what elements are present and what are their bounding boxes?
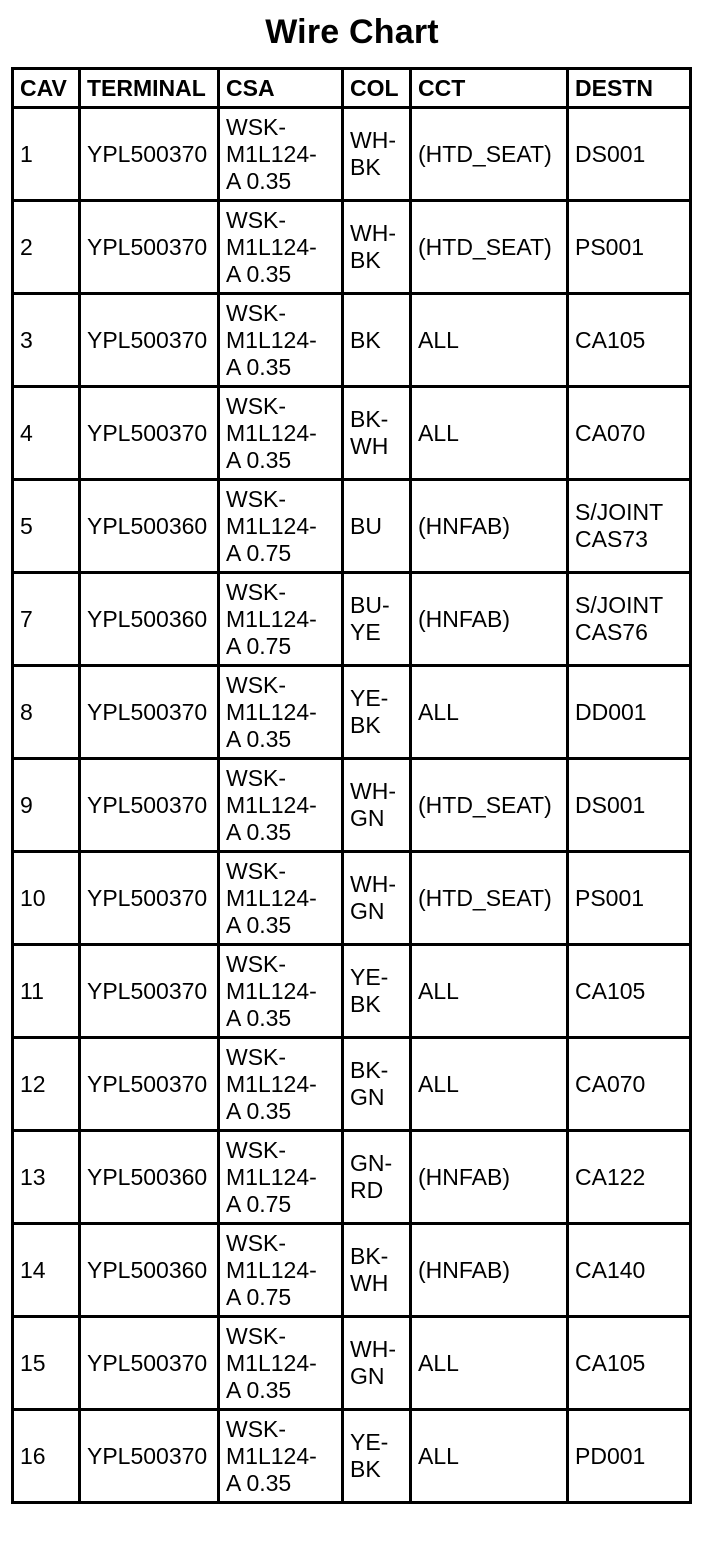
cell-col-text: YE-BK	[350, 685, 389, 738]
cell-terminal: YPL500370	[80, 1410, 219, 1503]
cell-cav: 4	[13, 387, 80, 480]
cell-cav: 5	[13, 480, 80, 573]
cell-destn	[568, 480, 691, 573]
table-header-row	[13, 69, 691, 108]
cell-cct: ALL	[411, 1410, 568, 1503]
cell-csa	[219, 1410, 343, 1503]
cell-terminal: YPL500360	[80, 1131, 219, 1224]
cell-col-text: WH-GN	[350, 1336, 396, 1389]
cell-destn	[568, 294, 691, 387]
cell-destn-text: PS001	[575, 884, 645, 911]
cell-col	[343, 573, 411, 666]
table-row	[13, 1224, 691, 1317]
header-col: COL	[343, 69, 411, 108]
cell-col	[343, 294, 411, 387]
cell-col	[343, 108, 411, 201]
table-row	[13, 201, 691, 294]
cell-destn	[568, 666, 691, 759]
table-row	[13, 480, 691, 573]
cell-cct: ALL	[411, 666, 568, 759]
cell-cav: 15	[13, 1317, 80, 1410]
cell-cav: 13	[13, 1131, 80, 1224]
table-row	[13, 945, 691, 1038]
header-cav: CAV	[13, 69, 80, 108]
cell-cav: 9	[13, 759, 80, 852]
header-cct: CCT	[411, 69, 568, 108]
cell-destn	[568, 201, 691, 294]
cell-csa-text: WSK-M1L124-A 0.75	[226, 578, 317, 659]
cell-cav: 10	[13, 852, 80, 945]
cell-cct: (HNFAB)	[411, 1224, 568, 1317]
table-row	[13, 1131, 691, 1224]
cell-cav: 12	[13, 1038, 80, 1131]
cell-destn	[568, 945, 691, 1038]
cell-csa	[219, 666, 343, 759]
cell-csa	[219, 294, 343, 387]
table-row	[13, 387, 691, 480]
cell-csa-text: WSK-M1L124-A 0.35	[226, 857, 317, 938]
cell-col-text: BU	[350, 512, 382, 539]
cell-col	[343, 387, 411, 480]
cell-col-text: YE-BK	[350, 1429, 389, 1482]
cell-cav: 14	[13, 1224, 80, 1317]
cell-cct: ALL	[411, 387, 568, 480]
cell-destn-text: DD001	[575, 698, 647, 725]
cell-destn-text: CA105	[575, 977, 646, 1004]
cell-cct: (HNFAB)	[411, 573, 568, 666]
table-row	[13, 108, 691, 201]
cell-destn-text: CA070	[575, 1070, 646, 1097]
cell-col	[343, 1038, 411, 1131]
cell-terminal: YPL500360	[80, 573, 219, 666]
cell-cct: (HNFAB)	[411, 1131, 568, 1224]
cell-cct: ALL	[411, 945, 568, 1038]
cell-cav: 1	[13, 108, 80, 201]
cell-cct: (HTD_SEAT)	[411, 108, 568, 201]
cell-destn	[568, 1317, 691, 1410]
cell-col	[343, 480, 411, 573]
cell-destn	[568, 573, 691, 666]
cell-col	[343, 1410, 411, 1503]
cell-destn	[568, 1224, 691, 1317]
cell-csa	[219, 1224, 343, 1317]
cell-col	[343, 759, 411, 852]
cell-csa	[219, 945, 343, 1038]
header-destn: DESTN	[568, 69, 691, 108]
page-title: Wire Chart	[265, 13, 439, 51]
cell-destn-text: CA140	[575, 1256, 646, 1283]
cell-csa-text: WSK-M1L124-A 0.35	[226, 1322, 317, 1403]
table-row	[13, 294, 691, 387]
cell-csa	[219, 480, 343, 573]
table-row	[13, 666, 691, 759]
cell-destn-text: DS001	[575, 140, 646, 167]
cell-destn	[568, 852, 691, 945]
cell-col-text: BK	[350, 326, 381, 353]
cell-destn	[568, 108, 691, 201]
cell-cct: (HTD_SEAT)	[411, 759, 568, 852]
cell-csa	[219, 759, 343, 852]
cell-terminal: YPL500370	[80, 759, 219, 852]
cell-col-text: GN-RD	[350, 1150, 393, 1203]
cell-terminal: YPL500370	[80, 945, 219, 1038]
cell-cct: (HTD_SEAT)	[411, 852, 568, 945]
cell-terminal: YPL500370	[80, 387, 219, 480]
cell-csa-text: WSK-M1L124-A 0.35	[226, 299, 317, 380]
cell-destn-text: DS001	[575, 791, 646, 818]
cell-csa	[219, 852, 343, 945]
cell-col	[343, 666, 411, 759]
cell-destn-text: CA070	[575, 419, 646, 446]
cell-csa-text: WSK-M1L124-A 0.35	[226, 206, 317, 287]
cell-col-text: WH-GN	[350, 778, 396, 831]
wire-chart-table	[11, 67, 692, 1504]
cell-cav: 7	[13, 573, 80, 666]
cell-csa-text: WSK-M1L124-A 0.35	[226, 113, 317, 194]
cell-csa-text: WSK-M1L124-A 0.75	[226, 1136, 317, 1217]
cell-terminal: YPL500370	[80, 294, 219, 387]
cell-cav: 8	[13, 666, 80, 759]
cell-destn-text: S/JOINT CAS73	[575, 499, 663, 552]
cell-csa	[219, 108, 343, 201]
cell-cct: ALL	[411, 1038, 568, 1131]
cell-destn-text: CA122	[575, 1163, 646, 1190]
cell-col-text: BK-WH	[350, 406, 389, 459]
table-row	[13, 1038, 691, 1131]
cell-csa-text: WSK-M1L124-A 0.35	[226, 764, 317, 845]
cell-destn	[568, 1131, 691, 1224]
cell-col-text: BK-WH	[350, 1243, 389, 1296]
cell-terminal: YPL500370	[80, 1038, 219, 1131]
cell-destn-text: CA105	[575, 1349, 646, 1376]
table-body	[13, 108, 691, 1503]
cell-cct: (HNFAB)	[411, 480, 568, 573]
cell-terminal: YPL500360	[80, 1224, 219, 1317]
cell-csa	[219, 573, 343, 666]
cell-col-text: YE-BK	[350, 964, 389, 1017]
cell-destn	[568, 387, 691, 480]
cell-terminal: YPL500370	[80, 201, 219, 294]
cell-col	[343, 945, 411, 1038]
cell-destn-text: PD001	[575, 1442, 646, 1469]
cell-cav: 16	[13, 1410, 80, 1503]
cell-col-text: WH-BK	[350, 220, 396, 273]
cell-terminal: YPL500370	[80, 1317, 219, 1410]
cell-csa	[219, 387, 343, 480]
cell-terminal: YPL500360	[80, 480, 219, 573]
cell-csa-text: WSK-M1L124-A 0.35	[226, 392, 317, 473]
cell-csa	[219, 201, 343, 294]
cell-terminal: YPL500370	[80, 666, 219, 759]
cell-terminal: YPL500370	[80, 852, 219, 945]
cell-col	[343, 852, 411, 945]
table-row	[13, 573, 691, 666]
cell-cct: (HTD_SEAT)	[411, 201, 568, 294]
cell-col-text: WH-GN	[350, 871, 396, 924]
cell-destn-text: CA105	[575, 326, 646, 353]
cell-destn-text: S/JOINT CAS76	[575, 592, 663, 645]
cell-csa-text: WSK-M1L124-A 0.75	[226, 485, 317, 566]
table-row	[13, 759, 691, 852]
cell-csa-text: WSK-M1L124-A 0.35	[226, 1415, 317, 1496]
cell-cav: 11	[13, 945, 80, 1038]
cell-csa	[219, 1317, 343, 1410]
cell-col-text: BU-YE	[350, 592, 390, 645]
cell-cct: ALL	[411, 1317, 568, 1410]
cell-csa-text: WSK-M1L124-A 0.35	[226, 671, 317, 752]
cell-col	[343, 1224, 411, 1317]
table-row	[13, 1410, 691, 1503]
cell-col	[343, 1131, 411, 1224]
cell-destn-text: PS001	[575, 233, 645, 260]
cell-col	[343, 1317, 411, 1410]
cell-cct: ALL	[411, 294, 568, 387]
cell-col-text: WH-BK	[350, 127, 396, 180]
header-terminal: TERMINAL	[80, 69, 219, 108]
cell-csa-text: WSK-M1L124-A 0.35	[226, 1043, 317, 1124]
cell-terminal: YPL500370	[80, 108, 219, 201]
cell-csa-text: WSK-M1L124-A 0.75	[226, 1229, 317, 1310]
cell-csa-text: WSK-M1L124-A 0.35	[226, 950, 317, 1031]
cell-destn	[568, 759, 691, 852]
cell-destn	[568, 1410, 691, 1503]
cell-csa	[219, 1131, 343, 1224]
cell-col-text: BK-GN	[350, 1057, 389, 1110]
cell-cav: 2	[13, 201, 80, 294]
cell-col	[343, 201, 411, 294]
cell-csa	[219, 1038, 343, 1131]
table-row	[13, 852, 691, 945]
cell-cav: 3	[13, 294, 80, 387]
cell-destn	[568, 1038, 691, 1131]
header-csa: CSA	[219, 69, 343, 108]
table-row	[13, 1317, 691, 1410]
